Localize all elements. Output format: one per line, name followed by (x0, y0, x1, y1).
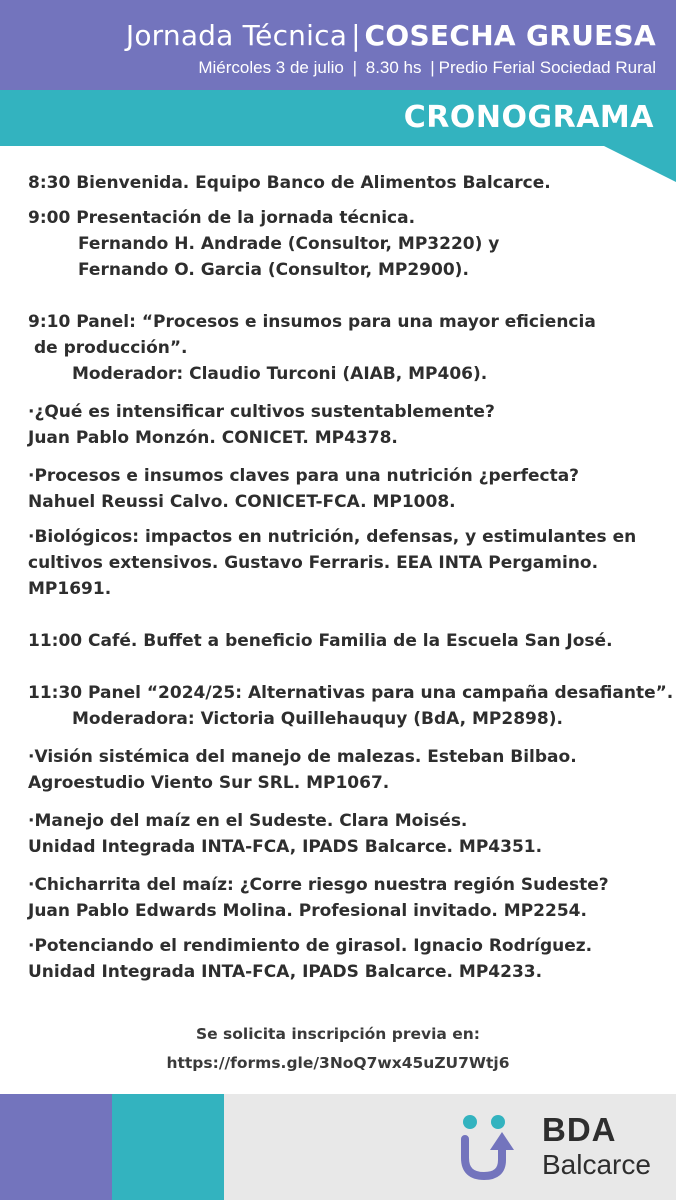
talk-speaker: cultivos extensivos. Gustavo Ferraris. EEA INTA Pergamino. (28, 553, 599, 573)
panel-1-title-line-1: 9:10 Panel: “Procesos e insumos para una mayor eficiencia (28, 312, 596, 332)
registration-note (0, 1020, 676, 1078)
panel-1-talk-1 (28, 399, 658, 451)
panel-2-talk-4 (28, 933, 658, 985)
schedule-welcome: 8:30 Bienvenida. Equipo Banco de Alimentos Balcarce. (28, 173, 551, 193)
logo-city: Balcarce (542, 1149, 651, 1180)
talk-title: ·Potenciando el rendimiento de girasol. Ignacio Rodríguez. (28, 936, 593, 956)
subtitle-separator-1: | (352, 58, 357, 77)
talk-title: ·¿Qué es intensificar cultivos sustentablemente? (28, 402, 495, 422)
event-time: 8.30 hs (365, 58, 422, 77)
subtitle-separator-2: | (430, 58, 435, 77)
schedule-panel-1 (28, 309, 658, 387)
event-title (126, 16, 656, 56)
event-venue: Predio Ferial Sociedad Rural (438, 58, 656, 77)
panel-2-talk-1 (28, 744, 658, 796)
footer-teal-block (112, 1094, 224, 1200)
panel-2-talk-2 (28, 808, 658, 860)
presentation-speaker-2: Fernando O. Garcia (Consultor, MP2900). (78, 260, 469, 280)
schedule-coffee: 11:00 Café. Buffet a beneficio Familia de la Escuela San José. (28, 631, 613, 651)
talk-title: ·Chicharrita del maíz: ¿Corre riesgo nuestra región Sudeste? (28, 875, 609, 895)
title-separator: | (351, 19, 361, 52)
talk-registration-number: MP1691. (28, 579, 112, 599)
logo-name: BDA (542, 1111, 617, 1148)
talk-speaker: Juan Pablo Edwards Molina. Profesional invitado. MP2254. (28, 901, 587, 921)
event-date: Miércoles 3 de julio (198, 58, 344, 77)
talk-title: ·Visión sistémica del manejo de malezas. Esteban Bilbao. (28, 747, 577, 767)
talk-title: ·Manejo del maíz en el Sudeste. Clara Moisés. (28, 811, 468, 831)
panel-2-moderator: Moderadora: Victoria Quillehauquy (BdA, MP2898). (72, 709, 563, 729)
event-subtitle (198, 55, 656, 81)
talk-speaker: Agroestudio Viento Sur SRL. MP1067. (28, 773, 390, 793)
event-title-bold: COSECHA GRUESA (364, 19, 656, 52)
registration-label: Se solicita inscripción previa en: (195, 1025, 480, 1043)
talk-speaker: Nahuel Reussi Calvo. CONICET-FCA. MP1008. (28, 492, 456, 512)
talk-speaker: Unidad Integrada INTA-FCA, IPADS Balcarce. MP4233. (28, 962, 543, 982)
presentation-title: 9:00 Presentación de la jornada técnica. (28, 208, 416, 228)
schedule-presentation (28, 205, 658, 283)
footer-purple-block (0, 1094, 112, 1200)
panel-1-title-line-2: de producción”. (34, 338, 188, 358)
talk-speaker: Unidad Integrada INTA-FCA, IPADS Balcarce. MP4351. (28, 837, 543, 857)
event-title-light: Jornada Técnica (125, 19, 348, 52)
talk-speaker: Juan Pablo Monzón. CONICET. MP4378. (28, 428, 398, 448)
bda-logo-text (542, 1112, 651, 1182)
panel-1-talk-3 (28, 524, 658, 602)
schedule (28, 170, 674, 985)
talk-title: ·Biológicos: impactos en nutrición, defensas, y estimulantes en (28, 527, 637, 547)
presentation-speaker-1: Fernando H. Andrade (Consultor, MP3220) y (78, 234, 500, 254)
section-title: CRONOGRAMA (403, 100, 654, 135)
panel-1-moderator: Moderador: Claudio Turconi (AIAB, MP406). (72, 364, 488, 384)
bda-logo-icon (456, 1112, 524, 1182)
panel-2-talk-3 (28, 872, 658, 924)
panel-1-talk-2 (28, 463, 658, 515)
schedule-panel-2 (28, 680, 674, 732)
panel-2-title: 11:30 Panel “2024/25: Alternativas para una campaña desafiante”. (28, 683, 674, 703)
registration-link[interactable]: https://forms.gle/3NoQ7wx45uZU7Wtj6 (166, 1054, 510, 1072)
talk-title: ·Procesos e insumos claves para una nutrición ¿perfecta? (28, 466, 580, 486)
